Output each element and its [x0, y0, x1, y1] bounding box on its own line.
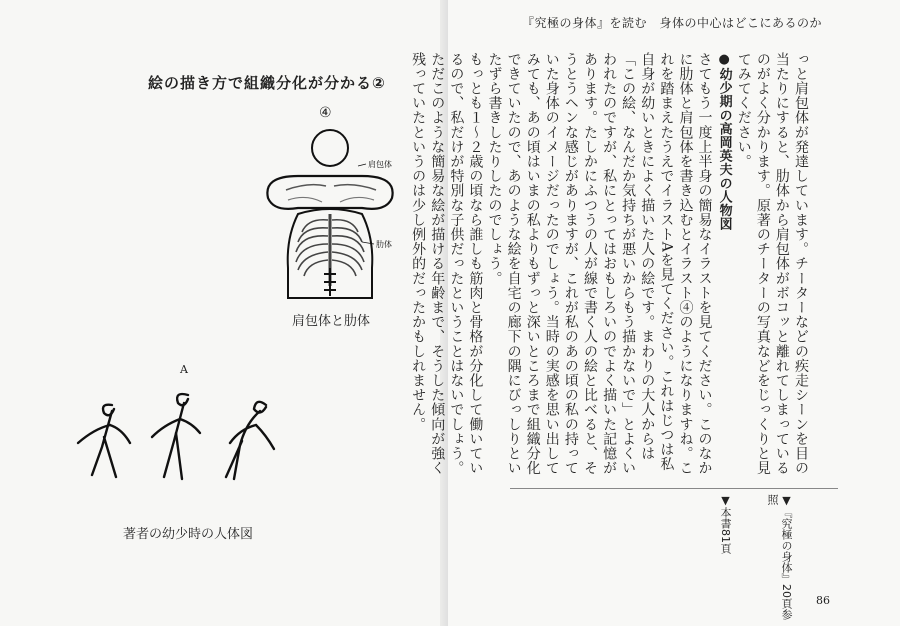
figure-title: 絵の描き方で組織分化が分かる②	[148, 74, 386, 92]
figure-number: ④	[319, 105, 332, 121]
spine	[324, 268, 336, 296]
caption-childhood-figure: 著者の幼少時の人体図	[123, 527, 254, 542]
label-illustration-a: A	[180, 363, 188, 376]
body-text	[410, 52, 810, 482]
running-header: 『究極の身体』を読む 身体の中心はどこにあるのか	[522, 16, 823, 30]
stick-figure-2	[152, 394, 200, 479]
shoulder-leader-line	[358, 164, 366, 166]
scapula-lines	[288, 197, 374, 202]
page-number: 86	[816, 594, 830, 607]
caption-shoulder-torso: 肩包体と肋体	[292, 314, 371, 329]
stick-figure-1	[78, 405, 130, 477]
section-heading: ●幼少期の高岡英夫の人物図	[716, 52, 732, 231]
left-page	[0, 0, 448, 626]
torso-leader-line	[362, 242, 374, 244]
paragraph-1: っと肩包体が発達しています。チーターなどの疾走シーンを目の当たりにすると、肋体から肩包体がボコッと離れてしまっているのがよく分かります。原著のチーターの写真などをじっくりと見てみてください。	[735, 52, 809, 476]
childhood-stick-figures	[70, 385, 290, 485]
anatomy-illustration	[258, 128, 408, 303]
footnote-rule	[510, 488, 838, 489]
stick-figure-3	[226, 402, 274, 479]
label-shoulder: 肩包体	[368, 160, 392, 169]
paragraph-2: さてもう一度上半身の簡易なイラストを見てください。このなかに肋体と肩包体を書き込むとイラスト④のようになりますね。これを踏まえたうえでイラストAを見てください。これはじつは私自身が幼いときによく描いた人の絵です。まわりの大人からは「この絵、なんだか気持ちが悪いからもう描かないで」とよくいわれたのですが、私にとってはおもしろいのでよく描いた記憶があります。たしかにふつうの人が線で書く人の絵と比べると、そうとうヘンな感じがありますが、これが私のあの頃の私の持っていた身体のイメージだったのでしょう。当時の実感を思い出してみても、あの頃はいまの私よりもずっと深いところまで組織分化できていたので、あのような絵を自宅の廊下の隅にびっしりといたずら書きしたりしたのでしょう。	[486, 52, 713, 476]
footnote-2: ▼『究極の身体』20頁参照	[766, 494, 793, 620]
paragraph-3: もっとも１～２歳の頃なら誰しも筋肉と骨格が分化して働いているので、私だけが特別な子供だったということはないでしょう。ただこのような簡易な絵が描ける年齢まで、そうした傾向が強く残っていたというのは少し例外的だったかもしれません。	[410, 52, 484, 476]
head-circle	[312, 130, 348, 166]
footnote-1: ▼本書81頁	[719, 494, 732, 554]
clavicle-lines	[286, 185, 376, 190]
label-torso: 肋体	[376, 240, 392, 249]
shoulder-girdle-outline	[267, 176, 392, 209]
